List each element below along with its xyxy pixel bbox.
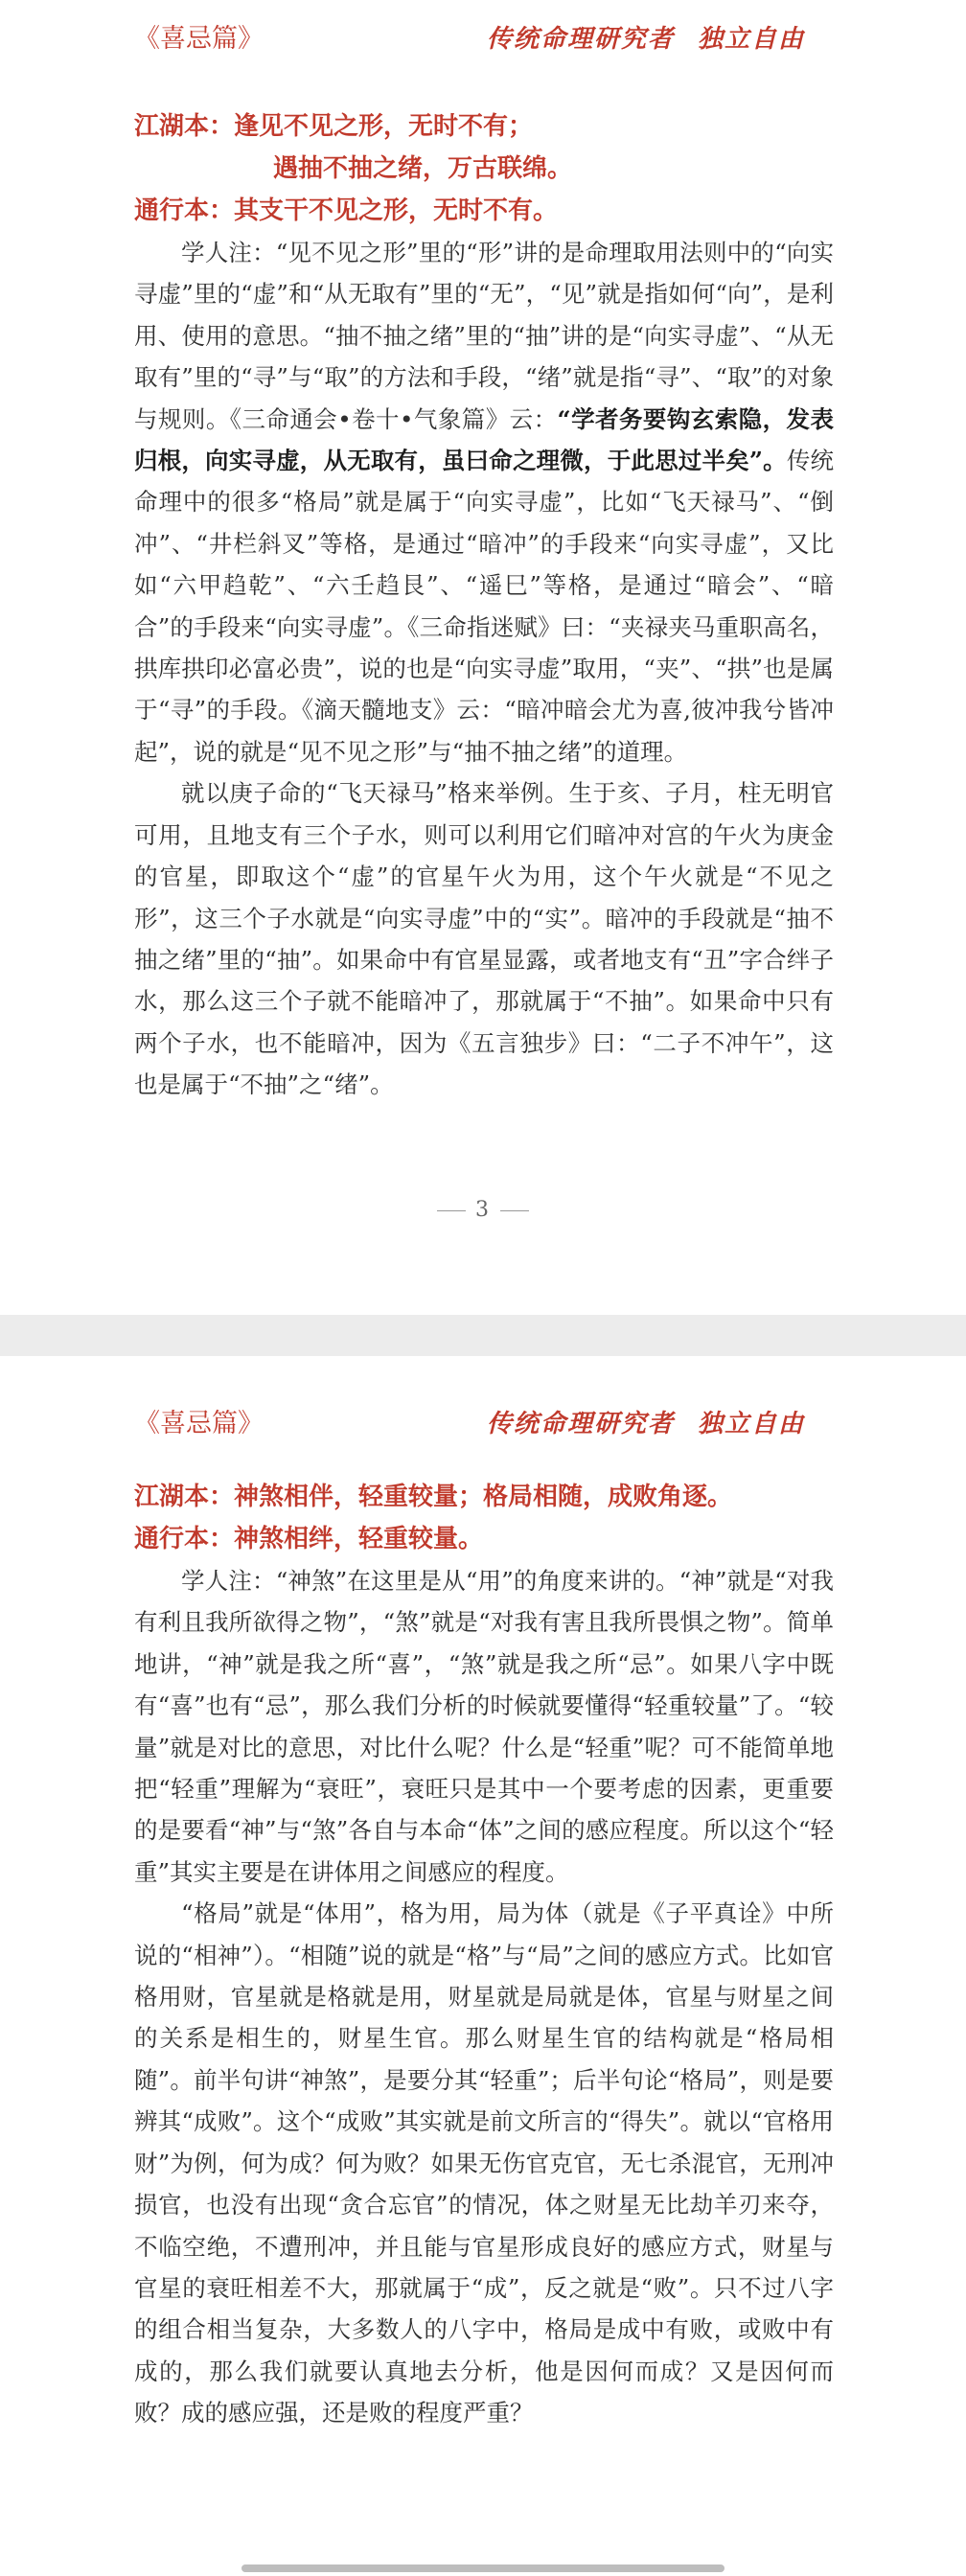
page-number: 3 [0, 1198, 966, 1222]
commentary-paragraph: 学人注：“神煞”在这里是从“用”的角度来讲的。“神”就是“对我有利且我所欲得之物”，“煞”就是“对我有害且我所畏惧之物”。简单地讲，“神”就是我之所“喜”，“煞”就是我之所“忌”。如果八字中既有“喜”也有“忌”，那么我们分析的时候就要懂得“轻重较量”了。“较量”就是对比的意思，对比什么呢？什么是“轻重”呢？可不能简单地把“轻重”理解为“衰旺”，衰旺只是其中一个要考虑的因素，更重要的是要看“神”与“煞”各自与本命“体”之间的感应程度。所以这个“轻重”其实主要是在讲体用之间感应的程度。 [134, 1567, 834, 1886]
document-page-2 [0, 1356, 966, 2576]
scrollbar[interactable] [242, 2564, 724, 2572]
page-header [0, 15, 966, 63]
motto-part-1: 传统命理研究者 [486, 25, 675, 54]
edition-line: 通行本：其支干不见之形，无时不有。 [134, 196, 559, 225]
chapter-title: 《喜忌篇》 [134, 1409, 264, 1438]
example-paragraph: 就以庚子命的“飞天禄马”格来举例。生于亥、子月，柱无明官可用，且地支有三个子水，则可以利用它们暗冲对宫的午火为庚金的官星，即取这个“虚”的官星午火为用，这个午火就是“不见之形”，这三个子水就是“向实寻虚”中的“实”。暗冲的手段就是“抽不抽之绪”里的“抽”。如果命中有官星显露，或者地支有“丑”字合绊子水，那么这三个子就不能暗冲了，那就属于“不抽”。如果命中只有两个子水，也不能暗冲，因为《五言独步》曰：“二子不冲午”，这也是属于“不抽”之“绪”。 [134, 779, 834, 1099]
edition-line: 江湖本：逢见不见之形，无时不有； [134, 112, 534, 141]
edition-line: 通行本：神煞相绊，轻重较量。 [134, 1525, 484, 1553]
page-body [134, 105, 834, 1106]
edition-line: 遇抽不抽之绪，万古联绵。 [273, 154, 573, 183]
commentary-paragraph: 学人注：“见不见之形”里的“形”讲的是命理取用法则中的“向实寻虚”里的“虚”和“从无取有”里的“无”，“见”就是指如何“向”，是利用、使用的意思。“抽不抽之绪”里的“抽”讲的是“向实寻虚”、“从无取有”里的“寻”与“取”的方法和手段，“绪”就是指“寻”、“取”的对象与规则。《三命通会•卷十•气象篇》云：“学者务要钩玄索隐，发表归根，向实寻虚，从无取有，虽曰命之理微，于此思过半矣”。传统命理中的很多“格局”就是属于“向实寻虚”，比如“飞天禄马”、“倒冲”、“井栏斜叉”等格，是通过“暗冲”的手段来“向实寻虚”，又比如“六甲趋乾”、“六壬趋艮”、“遥巳”等格，是通过“暗会”、“暗合”的手段来“向实寻虚”。《三命指迷赋》曰：“夹禄夹马重职高名，拱库拱印必富必贵”，说的也是“向实寻虚”取用，“夹”、“拱”也是属于“寻”的手段。《滴天髓地支》云：“暗冲暗会尤为喜,彼冲我兮皆冲起”，说的就是“见不见之形”与“抽不抽之绪”的道理。 [134, 239, 834, 766]
page-body [134, 1476, 834, 2434]
motto-part-2: 独立自由 [697, 25, 805, 54]
motto-part-1: 传统命理研究者 [486, 1410, 675, 1438]
motto-part-2: 独立自由 [697, 1410, 805, 1438]
header-calligraphy-motto [487, 15, 805, 63]
page-header [0, 1400, 966, 1448]
edition-line: 江湖本：神煞相伴，轻重较量；格局相随，成败角逐。 [134, 1483, 733, 1511]
header-calligraphy-motto [487, 1400, 805, 1448]
chapter-title: 《喜忌篇》 [134, 24, 264, 54]
commentary-paragraph: “格局”就是“体用”，格为用，局为体（就是《子平真诠》中所说的“相神”）。“相随”说的就是“格”与“局”之间的感应方式。比如官格用财，官星就是格就是用，财星就是局就是体，官星与财星之间的关系是相生的，财星生官。那么财星生官的结构就是“格局相随”。前半句讲“神煞”，是要分其“轻重”；后半句论“格局”，则是要辨其“成败”。这个“成败”其实就是前文所言的“得失”。就以“官格用财”为例，何为成？何为败？如果无伤官克官，无七杀混官，无刑冲损官，也没有出现“贪合忘官”的情况，体之财星无比劫羊刃来夺，不临空绝，不遭刑冲，并且能与官星形成良好的感应方式，财星与官星的衰旺相差不大，那就属于“成”，反之就是“败”。只不过八字的组合相当复杂，大多数人的八字中，格局是成中有败，或败中有成的，那么我们就要认真地去分析，他是因何而成？又是因何而败？成的感应强，还是败的程度严重？ [134, 1899, 834, 2427]
